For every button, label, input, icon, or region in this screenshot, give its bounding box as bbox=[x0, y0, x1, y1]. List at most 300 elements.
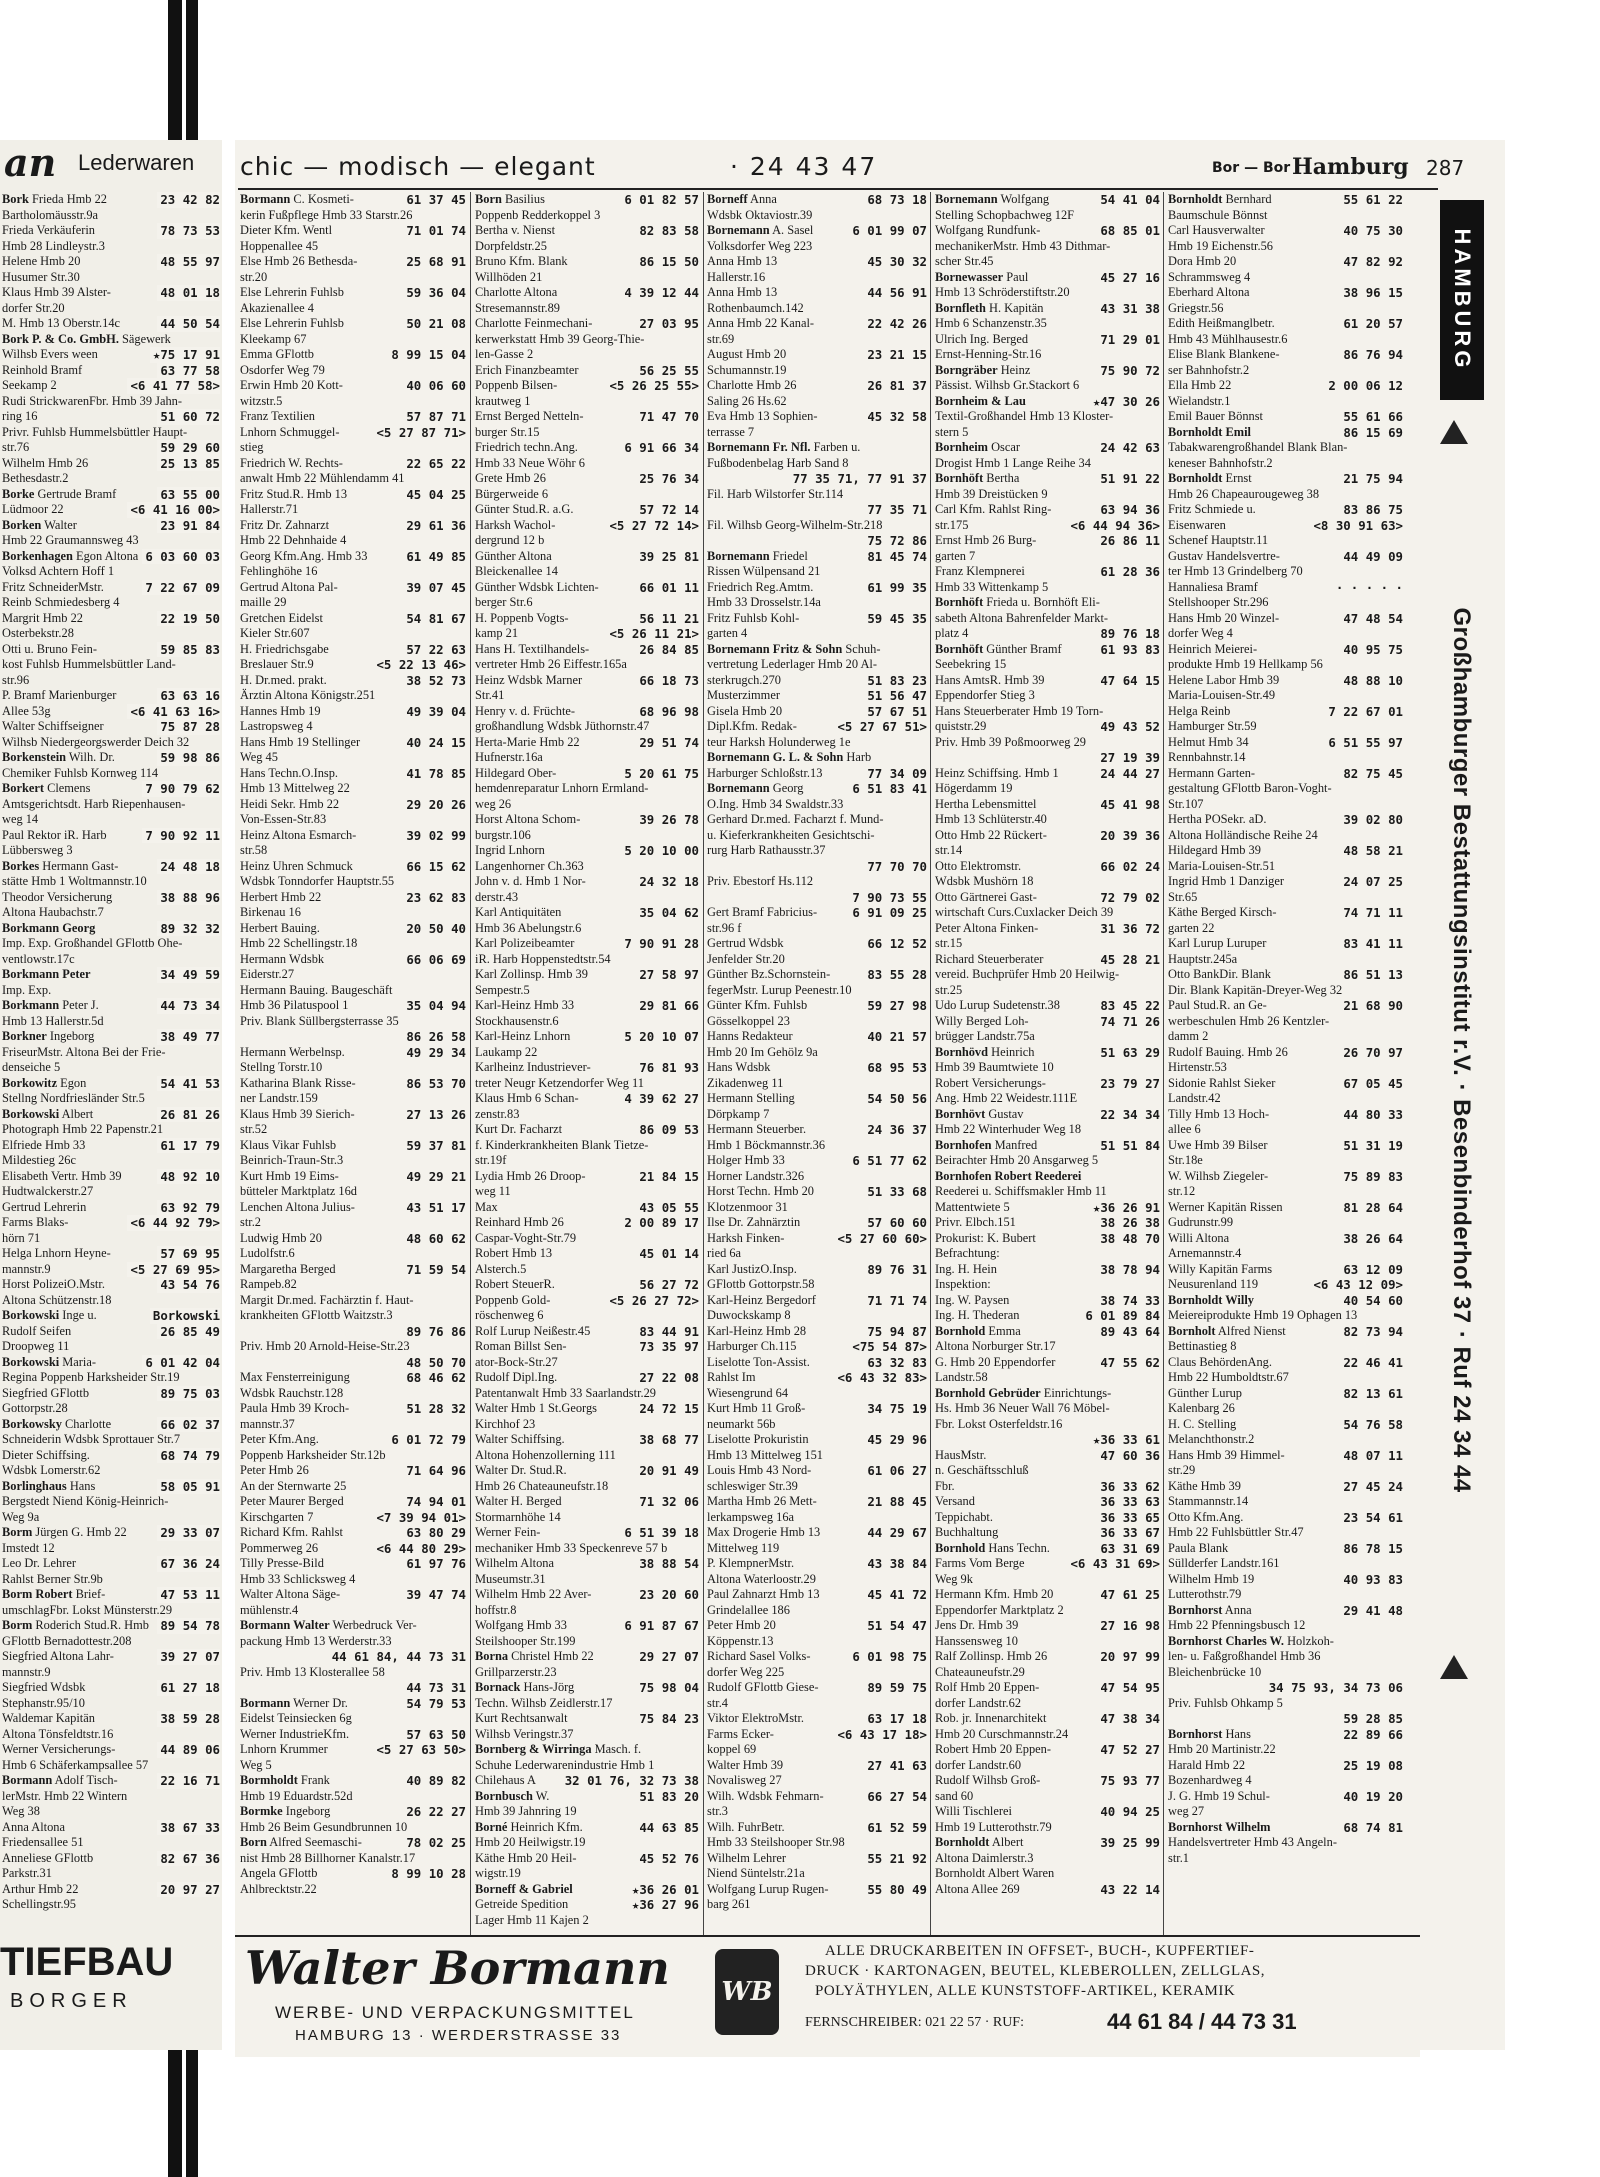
directory-entry bbox=[935, 1339, 1160, 1355]
directory-entry bbox=[475, 1742, 699, 1758]
directory-entry bbox=[1168, 1851, 1403, 1867]
directory-entry bbox=[2, 766, 220, 782]
header-phone: · 24 43 47 bbox=[730, 152, 878, 181]
entry-details: Priv. Hmb 39 Poßmoorweg 29 bbox=[935, 734, 1086, 749]
entry-details: Anna bbox=[1222, 1602, 1252, 1617]
bestattung-banner-text: Großhamburger Bestattungsinstitut r.V. · Besenbinderhof 37 · Ruf 24 34 44 bbox=[1448, 607, 1475, 1493]
triangle-logo-icon bbox=[1440, 420, 1468, 444]
directory-entry bbox=[935, 378, 1160, 394]
phone-number: 61 93 83 bbox=[1097, 642, 1160, 658]
entry-details: Heinrich Meierei- bbox=[1168, 641, 1258, 656]
entry-details: Fritz Stud.R. Hmb 13 bbox=[240, 486, 348, 501]
directory-entry bbox=[1168, 843, 1403, 859]
entry-details: sabeth Altona Bahrenfelder Markt- bbox=[935, 610, 1109, 625]
phone-number: 61 28 36 bbox=[1097, 564, 1160, 580]
column-1 bbox=[240, 192, 466, 1927]
directory-entry bbox=[2, 812, 220, 828]
phone-number: 47 53 11 bbox=[157, 1587, 220, 1603]
entry-details: Wdsbk Lomerstr.62 bbox=[2, 1463, 101, 1477]
entry-details: Tilly Hmb 13 Hoch- bbox=[1168, 1106, 1270, 1121]
directory-entry bbox=[240, 1789, 466, 1805]
entry-details: Photograph Hmb 22 Papenstr.21 bbox=[2, 1122, 164, 1136]
entry-details: Helga Lnhorn Heyne- bbox=[2, 1246, 111, 1260]
directory-entry bbox=[935, 890, 1160, 906]
directory-entry bbox=[1168, 1122, 1403, 1138]
entry-details: dorfer Weg 4 bbox=[1168, 626, 1233, 640]
entry-details: G. Hmb 20 Eppendorfer bbox=[935, 1354, 1056, 1369]
entry-details: Günther Lurup bbox=[1168, 1385, 1242, 1400]
entry-details: werbeschulen Hmb 26 Kentzler- bbox=[1168, 1013, 1330, 1028]
header-city: Hamburg bbox=[1292, 154, 1409, 180]
entry-details: weg 27 bbox=[1168, 1804, 1205, 1818]
entry-details: Fbr. bbox=[935, 1478, 955, 1493]
directory-entry bbox=[1168, 285, 1403, 301]
directory-entry bbox=[475, 1525, 699, 1541]
entry-details: Robert Hmb 13 bbox=[475, 1246, 553, 1260]
phone-number: 6 01 99 07 bbox=[849, 223, 927, 239]
directory-entry bbox=[707, 874, 927, 890]
entry-details: Paula Blank bbox=[1168, 1540, 1229, 1555]
phone-number: 68 73 18 bbox=[864, 192, 927, 208]
directory-entry bbox=[240, 797, 466, 813]
phone-number: <6 44 94 36> bbox=[1067, 518, 1160, 534]
directory-entry bbox=[240, 936, 466, 952]
entry-surname: Bork P. & Co. GmbH. bbox=[2, 331, 119, 346]
entry-details: Hmb 20 Im Gehölz 9a bbox=[707, 1044, 818, 1059]
phone-number: 75 89 83 bbox=[1340, 1169, 1403, 1185]
phone-number: 61 99 35 bbox=[864, 580, 927, 596]
directory-entry bbox=[240, 750, 466, 766]
directory-entry bbox=[935, 1665, 1160, 1681]
phone-number: 86 51 13 bbox=[1340, 967, 1403, 983]
entry-details: Karl-Heinz Lnhorn bbox=[475, 1029, 571, 1043]
directory-entry bbox=[475, 1169, 699, 1185]
directory-entry bbox=[707, 1231, 927, 1247]
directory-entry bbox=[707, 1742, 927, 1758]
phone-number: 57 22 63 bbox=[403, 642, 466, 658]
phone-number: 47 52 27 bbox=[1097, 1742, 1160, 1758]
entry-details: Birkenau 16 bbox=[240, 905, 301, 919]
directory-entry bbox=[707, 580, 927, 596]
directory-entry bbox=[935, 1727, 1160, 1743]
entry-details: len-Gasse 2 bbox=[475, 347, 534, 361]
directory-entry bbox=[240, 425, 466, 441]
entry-surname: Borlinghaus bbox=[2, 1478, 67, 1493]
phone-number: 47 48 54 bbox=[1340, 611, 1403, 627]
phone-number: 38 67 33 bbox=[157, 1820, 220, 1836]
directory-entry bbox=[475, 1200, 699, 1216]
entry-details: Griegstr.56 bbox=[1168, 300, 1224, 315]
phone-number: 5 20 61 75 bbox=[621, 766, 699, 782]
phone-number: <6 43 32 83> bbox=[834, 1370, 927, 1386]
phone-number: 71 29 01 bbox=[1097, 332, 1160, 348]
entry-details: Emil Bauer Bönnst bbox=[1168, 409, 1263, 423]
phone-number: 48 88 10 bbox=[1340, 673, 1403, 689]
directory-entry bbox=[240, 533, 466, 549]
directory-entry bbox=[1168, 1618, 1403, 1634]
entry-surname: Borneff bbox=[707, 192, 748, 206]
phone-number: 44 56 91 bbox=[864, 285, 927, 301]
phone-number: 44 29 67 bbox=[864, 1525, 927, 1541]
directory-entry bbox=[2, 1789, 220, 1805]
directory-entry bbox=[1168, 502, 1403, 518]
directory-entry bbox=[1168, 657, 1403, 673]
entry-details: Fritz Fuhlsb Kohl- bbox=[707, 610, 800, 625]
phone-number: 44 63 85 bbox=[636, 1820, 699, 1836]
directory-entry bbox=[475, 347, 699, 363]
directory-entry bbox=[707, 533, 927, 549]
entry-details: Hermann Wdsbk bbox=[240, 951, 325, 966]
entry-details: Fbr. Lokst Osterfeldstr.16 bbox=[935, 1416, 1063, 1431]
directory-entry bbox=[935, 626, 1160, 642]
phone-number: 7 90 73 55 bbox=[849, 890, 927, 906]
directory-entry bbox=[935, 316, 1160, 332]
directory-entry bbox=[240, 1339, 466, 1355]
entry-surname: Borkert bbox=[2, 781, 44, 795]
directory-entry bbox=[475, 890, 699, 906]
directory-entry bbox=[1168, 580, 1403, 596]
directory-entry bbox=[475, 1711, 699, 1727]
phone-number: 6 51 39 18 bbox=[621, 1525, 699, 1541]
entry-details: Anna bbox=[747, 192, 777, 206]
entry-details: garten 22 bbox=[1168, 920, 1215, 935]
entry-details: Rudolf GFlottb Giese- bbox=[707, 1680, 819, 1694]
column-3 bbox=[707, 192, 927, 1927]
entry-details: Ingrid Lnhorn bbox=[475, 843, 545, 857]
ad-phones: 44 61 84 / 44 73 31 bbox=[1107, 2009, 1297, 2034]
entry-details: len- u. Faßgroßhandel Hmb 36 bbox=[1168, 1649, 1321, 1663]
directory-entry bbox=[707, 301, 927, 317]
directory-entry bbox=[2, 828, 220, 844]
directory-entry bbox=[2, 1572, 220, 1588]
directory-entry bbox=[2, 1696, 220, 1712]
directory-entry bbox=[240, 1572, 466, 1588]
entry-details: Wilhelm Altona bbox=[475, 1556, 554, 1570]
directory-entry bbox=[475, 1277, 699, 1293]
directory-entry bbox=[1168, 750, 1403, 766]
phone-number: 21 75 94 bbox=[1340, 471, 1403, 487]
directory-entry bbox=[475, 1107, 699, 1123]
phone-number: 51 56 47 bbox=[864, 688, 927, 704]
directory-entry bbox=[240, 688, 466, 704]
directory-entry bbox=[2, 936, 220, 952]
phone-number: 47 61 25 bbox=[1097, 1587, 1160, 1603]
directory-entry bbox=[935, 843, 1160, 859]
entry-details: Stellshooper Str.296 bbox=[1168, 595, 1269, 609]
phone-number: 63 80 29 bbox=[403, 1525, 466, 1541]
directory-entry bbox=[240, 332, 466, 348]
entry-details: Altona Schützenstr.18 bbox=[2, 1292, 112, 1307]
directory-entry bbox=[1168, 781, 1403, 797]
directory-entry bbox=[240, 378, 466, 394]
directory-entry bbox=[475, 1122, 699, 1138]
directory-entry bbox=[2, 1184, 220, 1200]
entry-details: Droopweg 11 bbox=[2, 1339, 70, 1353]
directory-entry bbox=[707, 1107, 927, 1123]
directory-entry bbox=[1168, 549, 1403, 565]
entry-details: Hans Hmb 20 Winzel- bbox=[1168, 610, 1280, 625]
entry-details: Str.41 bbox=[475, 688, 505, 702]
entry-details: Stelling Schopbachweg 12F bbox=[935, 207, 1075, 222]
phone-number: 31 36 72 bbox=[1097, 921, 1160, 937]
entry-details: Str.107 bbox=[1168, 796, 1204, 811]
entry-details: ventlowstr.17c bbox=[2, 951, 75, 966]
directory-entry bbox=[475, 673, 699, 689]
directory-entry bbox=[240, 487, 466, 503]
entry-details: Harksh Finken- bbox=[707, 1230, 785, 1245]
entry-details: W. Wilhsb Ziegeler- bbox=[1168, 1168, 1269, 1183]
directory-entry bbox=[240, 1355, 466, 1371]
entry-surname: Borkowitz bbox=[2, 1075, 58, 1090]
column-rule bbox=[703, 192, 704, 2042]
phone-number: 51 63 29 bbox=[1097, 1045, 1160, 1061]
directory-entry bbox=[935, 952, 1160, 968]
entry-details: Rolf Hmb 20 Eppen- bbox=[935, 1680, 1040, 1694]
entry-surname: Borm bbox=[2, 1618, 33, 1632]
entry-details: str.1 bbox=[1168, 1850, 1189, 1865]
entry-details: weg 14 bbox=[2, 812, 39, 826]
entry-details: Herta-Marie Hmb 22 bbox=[475, 734, 580, 749]
directory-entry bbox=[2, 471, 220, 487]
phone-number: 89 76 31 bbox=[864, 1262, 927, 1278]
entry-details: Fußbodenbelag Harb Sand 8 bbox=[707, 455, 849, 470]
directory-entry bbox=[707, 270, 927, 286]
phone-number: 7 22 67 09 bbox=[142, 580, 220, 596]
entry-details: Stellng Nordfriesländer Str.5 bbox=[2, 1091, 145, 1105]
phone-number: 29 61 36 bbox=[403, 518, 466, 534]
phone-number: 41 78 85 bbox=[403, 766, 466, 782]
entry-details: Gösselkoppel 23 bbox=[707, 1013, 790, 1028]
directory-entry bbox=[1168, 456, 1403, 472]
phone-number: 4 39 62 27 bbox=[621, 1091, 699, 1107]
entry-details: Max Fensterreinigung bbox=[240, 1370, 350, 1384]
directory-entry bbox=[1168, 1215, 1403, 1231]
phone-number: <6 44 92 79> bbox=[127, 1215, 220, 1231]
directory-entry bbox=[240, 1727, 466, 1743]
directory-entry bbox=[2, 239, 220, 255]
entry-details: Reinb Schmiedesberg 4 bbox=[2, 595, 120, 609]
entry-details: Jürgen G. Hmb 22 bbox=[32, 1525, 127, 1539]
entry-details: Wilh. Wdsbk Fehmarn- bbox=[707, 1788, 824, 1803]
phone-number: 39 26 78 bbox=[636, 812, 699, 828]
directory-entry bbox=[707, 1835, 927, 1851]
directory-entry bbox=[935, 735, 1160, 751]
directory-entry bbox=[1168, 1432, 1403, 1448]
directory-entry bbox=[475, 905, 699, 921]
directory-entry bbox=[2, 735, 220, 751]
entry-details: produkte Hmb 19 Hellkamp 56 bbox=[1168, 657, 1323, 671]
phone-number: 26 85 49 bbox=[157, 1324, 220, 1340]
entry-details: Rampeb.82 bbox=[240, 1277, 297, 1291]
entry-details: Bettinastieg 8 bbox=[1168, 1339, 1237, 1353]
entry-surname: Borneff & Gabriel bbox=[475, 1881, 573, 1896]
directory-entry bbox=[707, 502, 927, 518]
entry-details: Ulrich Ing. Berged bbox=[935, 331, 1029, 346]
phone-number: 39 07 45 bbox=[403, 580, 466, 596]
phone-number: 24 36 37 bbox=[864, 1122, 927, 1138]
directory-entry bbox=[935, 1851, 1160, 1867]
entry-details: Hmb 36 Pilatuspool 1 bbox=[240, 998, 349, 1012]
entry-details: Oscar bbox=[988, 440, 1021, 454]
entry-details: Sägewerk bbox=[118, 331, 171, 346]
entry-details: Frieda Hmb 22 bbox=[28, 192, 107, 206]
directory-entry bbox=[707, 688, 927, 704]
directory-entry bbox=[2, 580, 220, 596]
phone-number: 63 77 58 bbox=[157, 363, 220, 379]
directory-entry bbox=[2, 208, 220, 224]
phone-number: 44 61 84, 44 73 31 bbox=[329, 1649, 466, 1665]
directory-entry bbox=[1168, 735, 1403, 751]
entry-details: str.69 bbox=[707, 331, 735, 346]
directory-entry bbox=[240, 1510, 466, 1526]
directory-entry bbox=[2, 1603, 220, 1619]
page-header bbox=[240, 148, 1500, 186]
entry-details: Elfriede Hmb 33 bbox=[2, 1137, 86, 1152]
entry-details: Erwin Hmb 20 Kott- bbox=[240, 378, 343, 392]
entry-details: Eisenwaren bbox=[1168, 517, 1226, 532]
entry-details: Siegfried Wdsbk bbox=[2, 1680, 86, 1694]
entry-details: Kurt Rechtsanwalt bbox=[475, 1711, 568, 1725]
phone-number: 51 83 20 bbox=[636, 1789, 699, 1805]
directory-entry bbox=[935, 1246, 1160, 1262]
directory-entry bbox=[935, 611, 1160, 627]
triangle-logo-icon bbox=[1440, 1655, 1468, 1679]
directory-entry bbox=[707, 316, 927, 332]
entry-details: Farms Vom Berge bbox=[935, 1556, 1025, 1570]
phone-number: ★36 27 96 bbox=[629, 1897, 699, 1913]
phone-number: 47 55 62 bbox=[1097, 1355, 1160, 1371]
entry-details: Volksd Achtern Hoff 1 bbox=[2, 564, 115, 578]
phone-number: 7 90 79 62 bbox=[142, 781, 220, 797]
directory-entry bbox=[475, 626, 699, 642]
entry-details: Wilhsb Veringstr.37 bbox=[475, 1726, 574, 1741]
entry-details: Hauptstr.245a bbox=[1168, 951, 1238, 966]
directory-entry bbox=[2, 1494, 220, 1510]
column-rule bbox=[930, 192, 931, 2042]
entry-details: Laukamp 22 bbox=[475, 1044, 538, 1059]
phone-number: 75 87 28 bbox=[157, 719, 220, 735]
entry-details: Privr. Elbch.151 bbox=[935, 1215, 1016, 1229]
entry-details: Waldemar Kapitän bbox=[2, 1711, 95, 1725]
entry-details: Hirtenstr.53 bbox=[1168, 1060, 1227, 1074]
directory-entry bbox=[707, 859, 927, 875]
entry-details: Walter Hmb 39 bbox=[707, 1757, 784, 1772]
phone-number: <6 41 16 00> bbox=[127, 502, 220, 518]
directory-entry bbox=[240, 1820, 466, 1836]
directory-entry bbox=[475, 1758, 699, 1774]
directory-entry bbox=[1168, 1758, 1403, 1774]
directory-entry bbox=[240, 983, 466, 999]
directory-entry bbox=[2, 1711, 220, 1727]
entry-details: Lenchen Altona Julius- bbox=[240, 1199, 355, 1214]
entry-surname: Bornholt bbox=[1168, 1323, 1216, 1338]
entry-details: Landstr.58 bbox=[935, 1370, 988, 1384]
directory-entry bbox=[935, 1324, 1160, 1340]
entry-details: Karl Antiquitäten bbox=[475, 905, 562, 919]
directory-entry bbox=[2, 905, 220, 921]
directory-entry bbox=[935, 425, 1160, 441]
directory-entry bbox=[2, 704, 220, 720]
directory-entry bbox=[935, 1401, 1160, 1417]
directory-entry bbox=[707, 1076, 927, 1092]
entry-details: HausMstr. bbox=[935, 1447, 987, 1462]
phone-number: 59 28 85 bbox=[1340, 1711, 1403, 1727]
directory-entry bbox=[935, 564, 1160, 580]
entry-details: Volksdorfer Weg 223 bbox=[707, 238, 813, 253]
entry-details: Ernst Hmb 26 Burg- bbox=[935, 533, 1037, 547]
phone-number: 81 45 74 bbox=[864, 549, 927, 565]
phone-number: 2 00 89 17 bbox=[621, 1215, 699, 1231]
entry-details: Hmb 13 Schröderstiftstr.20 bbox=[935, 285, 1070, 299]
entry-details: Karl Lurup Luruper bbox=[1168, 936, 1267, 950]
directory-entry bbox=[2, 440, 220, 456]
directory-entry bbox=[935, 828, 1160, 844]
directory-entry bbox=[475, 1432, 699, 1448]
directory-entry bbox=[2, 952, 220, 968]
directory-entry bbox=[1168, 905, 1403, 921]
directory-entry bbox=[1168, 1231, 1403, 1247]
entry-surname: Bornemann bbox=[935, 192, 998, 206]
directory-entry bbox=[707, 332, 927, 348]
entry-details: August Hmb 20 bbox=[707, 347, 787, 361]
phone-number: 7 90 91 28 bbox=[621, 936, 699, 952]
entry-details: Roman Billst Sen- bbox=[475, 1339, 567, 1353]
phone-number: ★36 33 61 bbox=[1090, 1432, 1160, 1448]
phone-number: 25 76 34 bbox=[636, 471, 699, 487]
phone-number: 40 24 15 bbox=[403, 735, 466, 751]
directory-entry bbox=[2, 781, 220, 797]
phone-number: 45 27 16 bbox=[1097, 270, 1160, 286]
entry-details: Priv. Hmb 20 Arnold-Heise-Str.23 bbox=[240, 1339, 410, 1353]
directory-entry bbox=[707, 487, 927, 503]
phone-number: 68 74 81 bbox=[1340, 1820, 1403, 1836]
entry-details: Ingeborg bbox=[282, 1804, 331, 1818]
directory-entry bbox=[475, 192, 699, 208]
directory-entry bbox=[240, 1029, 466, 1045]
phone-number: 38 74 33 bbox=[1097, 1293, 1160, 1309]
directory-entry bbox=[1168, 688, 1403, 704]
entry-details: Liselotte Prokuristin bbox=[707, 1432, 809, 1446]
directory-entry bbox=[475, 1494, 699, 1510]
entry-details: Privr. Fuhlsb Hummelsbüttler Haupt- bbox=[2, 424, 188, 439]
directory-entry bbox=[2, 1169, 220, 1185]
entry-surname: Bormann Walter bbox=[240, 1618, 330, 1632]
directory-entry bbox=[1168, 1277, 1403, 1293]
directory-entry bbox=[935, 1122, 1160, 1138]
directory-entry bbox=[240, 1060, 466, 1076]
entry-details: Rudolf Seifen bbox=[2, 1323, 72, 1338]
entry-details: Tilly Presse-Bild bbox=[240, 1556, 324, 1570]
entry-surname: Bornhold bbox=[935, 1540, 986, 1555]
phone-number: 83 86 75 bbox=[1340, 502, 1403, 518]
entry-details: H. Friedrichsgabe bbox=[240, 641, 329, 656]
entry-details: C. Kosmeti- bbox=[290, 192, 354, 206]
entry-details: Techn. Wilhsb Zeidlerstr.17 bbox=[475, 1695, 613, 1710]
column-4 bbox=[935, 192, 1160, 1927]
entry-details: hoffstr.8 bbox=[475, 1602, 517, 1617]
directory-entry bbox=[707, 936, 927, 952]
directory-entry bbox=[240, 254, 466, 270]
entry-details: Stephanstr.95/10 bbox=[2, 1695, 85, 1710]
entry-details: Herbert Bauing. bbox=[240, 920, 320, 935]
directory-entry bbox=[240, 347, 466, 363]
phone-number: <8 30 91 63> bbox=[1310, 518, 1403, 534]
entry-details: Hufnerstr.16a bbox=[475, 750, 543, 764]
phone-number: 44 73 34 bbox=[157, 998, 220, 1014]
entry-details: Hermann Kfm. Hmb 20 bbox=[935, 1587, 1054, 1601]
entry-details: str.76 bbox=[2, 440, 30, 454]
directory-entry bbox=[240, 998, 466, 1014]
